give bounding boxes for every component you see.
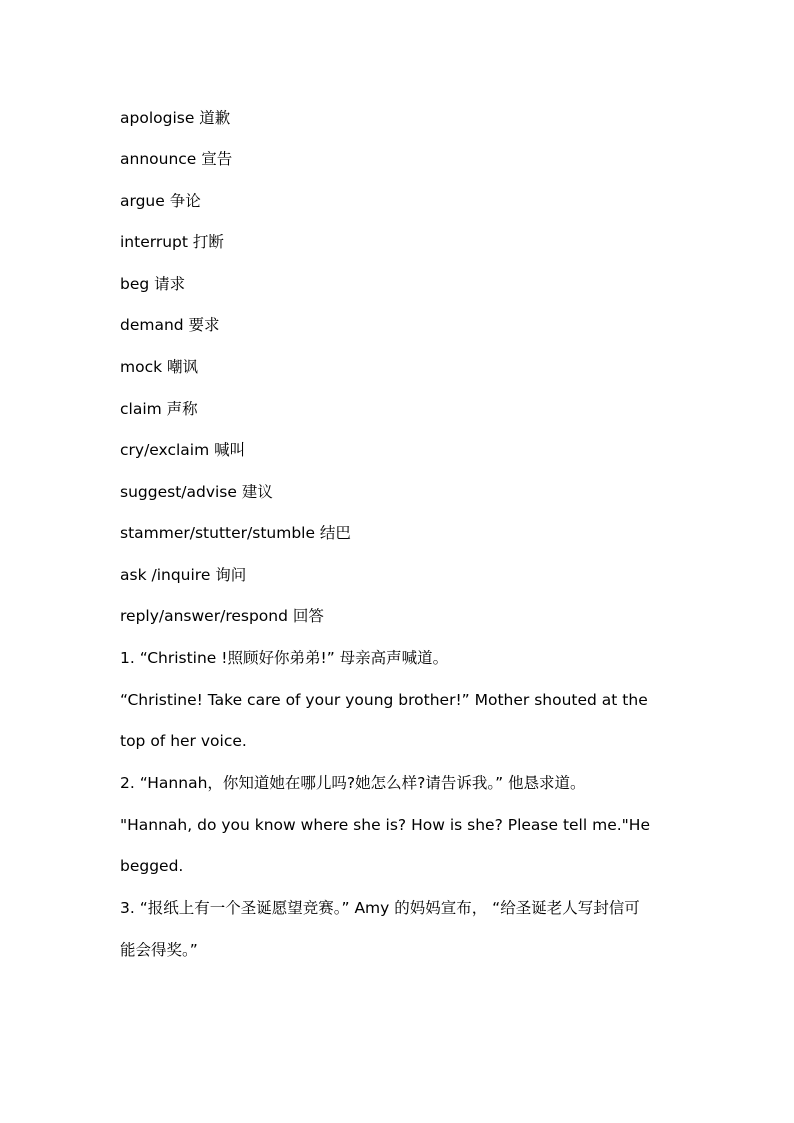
vocab-item: stammer/stutter/stumble 结巴	[120, 524, 351, 542]
example-1-chinese: 1. “Christine !照顾好你弟弟!” 母亲高声喊道。	[120, 649, 449, 667]
vocab-item: demand 要求	[120, 316, 220, 334]
example-1-english-line-1: “Christine! Take care of your young brother!” Mother shouted at the	[120, 691, 648, 709]
vocab-item: cry/exclaim 喊叫	[120, 441, 246, 459]
example-2-english-line-1: "Hannah, do you know where she is? How is she? Please tell me."He	[120, 816, 650, 834]
vocab-item: reply/answer/respond 回答	[120, 607, 324, 625]
vocab-item: apologise 道歉	[120, 109, 231, 127]
vocab-item: argue 争论	[120, 192, 201, 210]
example-2-english-line-2: begged.	[120, 857, 184, 875]
example-1-english-line-2: top of her voice.	[120, 732, 247, 750]
vocab-item: mock 嘲讽	[120, 358, 199, 376]
vocab-item: interrupt 打断	[120, 233, 224, 251]
vocab-item: ask /inquire 询问	[120, 566, 247, 584]
vocab-item: beg 请求	[120, 275, 186, 293]
vocab-item: announce 宣告	[120, 150, 233, 168]
vocab-item: claim 声称	[120, 400, 198, 418]
example-3-chinese-line-2: 能会得奖。”	[120, 941, 198, 959]
example-2-chinese: 2. “Hannah，你知道她在哪儿吗?她怎么样?请告诉我。” 他恳求道。	[120, 774, 586, 792]
vocab-item: suggest/advise 建议	[120, 483, 273, 501]
example-3-chinese-line-1: 3. “报纸上有一个圣诞愿望竞赛。” Amy 的妈妈宣布， “给圣诞老人写封信可	[120, 899, 640, 917]
